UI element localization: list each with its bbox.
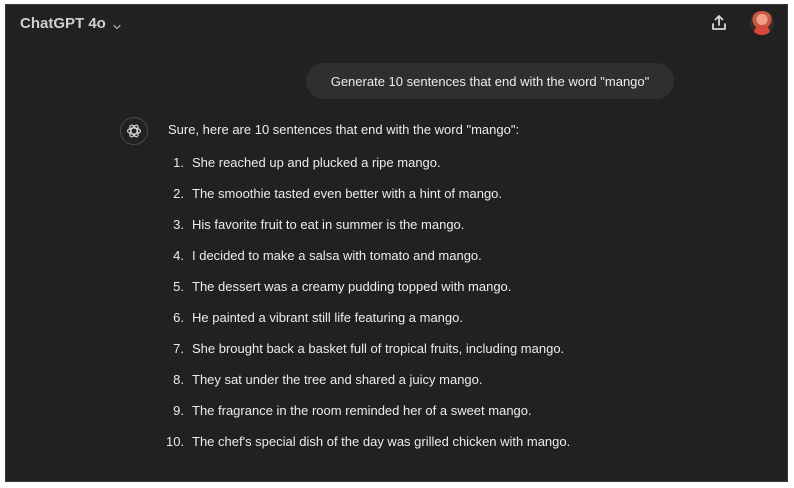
chevron-down-icon: [112, 19, 122, 29]
list-item: [166, 217, 570, 248]
assistant-intro-text: Sure, here are 10 sentences that end with the word "mango":: [168, 122, 520, 137]
list-item: [166, 341, 570, 372]
openai-logo-icon: [120, 117, 148, 145]
model-name: ChatGPT 4o: [20, 15, 106, 32]
list-item-number: 7.: [173, 341, 184, 356]
list-item-number: 10.: [166, 434, 185, 449]
chat-header: [6, 5, 787, 45]
list-item-text: She brought back a basket full of tropical fruits, including mango.: [192, 341, 565, 356]
list-item: [166, 186, 570, 217]
list-item-number: 9.: [173, 403, 184, 418]
sentence-list: [166, 155, 570, 465]
list-item-text: The smoothie tasted even better with a hint of mango.: [192, 186, 503, 201]
share-button[interactable]: [708, 12, 730, 34]
share-upload-icon: [708, 12, 730, 34]
list-item: [166, 372, 570, 403]
user-avatar[interactable]: [750, 11, 774, 35]
list-item-number: 6.: [173, 310, 184, 325]
list-item-number: 4.: [173, 248, 184, 263]
list-item: [166, 248, 570, 279]
list-item-text: The dessert was a creamy pudding topped with mango.: [192, 279, 512, 294]
user-message-text: Generate 10 sentences that end with the word "mango": [330, 73, 650, 89]
list-item-text: The fragrance in the room reminded her of a sweet mango.: [192, 403, 532, 418]
list-item-text: His favorite fruit to eat in summer is the mango.: [192, 217, 465, 232]
list-item: [166, 310, 570, 341]
list-item-number: 3.: [173, 217, 184, 232]
user-message-bubble: [306, 63, 674, 99]
list-item-number: 5.: [173, 279, 184, 294]
list-item-text: He painted a vibrant still life featuring a mango.: [192, 310, 463, 325]
list-item-text: The chef's special dish of the day was grilled chicken with mango.: [192, 434, 571, 449]
list-item-text: She reached up and plucked a ripe mango.: [192, 155, 441, 170]
list-item: [166, 279, 570, 310]
list-item: [166, 434, 570, 465]
list-item-text: They sat under the tree and shared a juicy mango.: [192, 372, 483, 387]
list-item-text: I decided to make a salsa with tomato and mango.: [192, 248, 482, 263]
list-item: [166, 403, 570, 434]
model-selector[interactable]: [20, 15, 122, 32]
list-item-number: 8.: [173, 372, 184, 387]
list-item-number: 1.: [173, 155, 184, 170]
chat-window: [5, 4, 788, 482]
list-item: [166, 155, 570, 186]
list-item-number: 2.: [173, 186, 184, 201]
